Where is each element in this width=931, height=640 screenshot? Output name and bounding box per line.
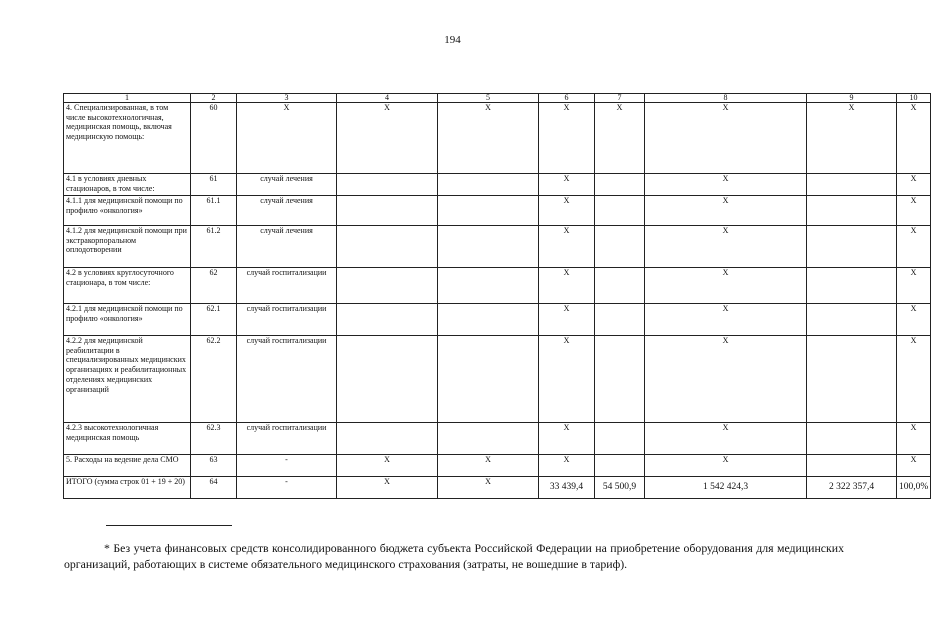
row-code: 60: [191, 103, 237, 174]
table-cell: [337, 336, 438, 423]
financing-table: [63, 93, 931, 499]
row-code: 64: [191, 477, 237, 499]
table-cell: случай лечения: [237, 226, 337, 268]
table-cell: [337, 196, 438, 226]
column-number: 7: [595, 94, 645, 103]
table-cell: [337, 423, 438, 455]
table-cell: X: [645, 103, 807, 174]
table-cell: X: [645, 423, 807, 455]
table-cell: X: [438, 455, 539, 477]
table-cell: [595, 196, 645, 226]
table-cell: [595, 304, 645, 336]
total-value: 1 542 424,3: [645, 477, 807, 499]
table-cell: X: [539, 174, 595, 196]
table-cell: [438, 336, 539, 423]
row-label: ИТОГО (сумма строк 01 + 19 + 20): [64, 477, 191, 499]
table-cell: X: [645, 174, 807, 196]
row-label: 4.2.1 для медицинской помощи по профилю «онкология»: [64, 304, 191, 336]
row-code: 63: [191, 455, 237, 477]
table-cell: [807, 336, 897, 423]
table-cell: случай госпитализации: [237, 336, 337, 423]
table-row: [64, 336, 931, 423]
table-cell: X: [539, 455, 595, 477]
table-cell: -: [237, 477, 337, 499]
row-label: 4.1.1 для медицинской помощи по профилю «онкология»: [64, 196, 191, 226]
table-cell: случай лечения: [237, 196, 337, 226]
row-code: 62.2: [191, 336, 237, 423]
table-cell: [337, 174, 438, 196]
row-label: 4. Специализированная, в том числе высокотехнологичная, медицинская помощь, включая медицинскую помощь:: [64, 103, 191, 174]
table-cell: X: [237, 103, 337, 174]
table-cell: [807, 174, 897, 196]
table-cell: [807, 423, 897, 455]
table-cell: X: [645, 196, 807, 226]
table-row: [64, 174, 931, 196]
table-row: [64, 304, 931, 336]
table-cell: случай госпитализации: [237, 304, 337, 336]
table-cell: X: [539, 423, 595, 455]
table-cell: [807, 196, 897, 226]
table-cell: X: [897, 226, 931, 268]
row-label: 5. Расходы на ведение дела СМО: [64, 455, 191, 477]
table-cell: [438, 196, 539, 226]
table-cell: [595, 174, 645, 196]
row-label: 4.2 в условиях круглосуточного стационара, в том числе:: [64, 268, 191, 304]
column-number: 8: [645, 94, 807, 103]
table-row: [64, 103, 931, 174]
table-cell: X: [645, 455, 807, 477]
table-cell: X: [897, 336, 931, 423]
table-cell: X: [539, 196, 595, 226]
table-cell: [807, 455, 897, 477]
row-code: 61.2: [191, 226, 237, 268]
table-cell: X: [897, 174, 931, 196]
table-cell: [438, 226, 539, 268]
table-cell: [595, 455, 645, 477]
table-cell: X: [897, 304, 931, 336]
table-cell: [438, 423, 539, 455]
table-cell: X: [539, 226, 595, 268]
column-number: 6: [539, 94, 595, 103]
table-row: [64, 423, 931, 455]
table-row-total: [64, 477, 931, 499]
row-code: 61: [191, 174, 237, 196]
table-cell: [337, 226, 438, 268]
row-label: 4.2.3 высокотехнологичная медицинская помощь: [64, 423, 191, 455]
table-cell: X: [807, 103, 897, 174]
table-cell: [438, 268, 539, 304]
column-number: 9: [807, 94, 897, 103]
table-cell: X: [897, 455, 931, 477]
column-number: 1: [64, 94, 191, 103]
table-cell: X: [438, 103, 539, 174]
column-number: 10: [897, 94, 931, 103]
table-cell: [337, 304, 438, 336]
row-label: 4.2.2 для медицинской реабилитации в специализированных медицинских организациях и реабилитационных отделениях медицинских организаций: [64, 336, 191, 423]
table-cell: [807, 304, 897, 336]
table-cell: X: [337, 103, 438, 174]
table-cell: [337, 268, 438, 304]
table-cell: X: [645, 226, 807, 268]
table-cell: X: [645, 268, 807, 304]
table-cell: случай госпитализации: [237, 268, 337, 304]
table-row: [64, 455, 931, 477]
page-number: 194: [444, 34, 461, 46]
table-cell: X: [337, 455, 438, 477]
column-number: 5: [438, 94, 539, 103]
row-code: 62: [191, 268, 237, 304]
table-cell: X: [897, 103, 931, 174]
table-cell: X: [539, 304, 595, 336]
row-code: 61.1: [191, 196, 237, 226]
table-row: [64, 196, 931, 226]
table-cell: X: [438, 477, 539, 499]
footnote: [64, 540, 844, 572]
table-cell: X: [539, 336, 595, 423]
total-value: 54 500,9: [595, 477, 645, 499]
row-code: 62.3: [191, 423, 237, 455]
table-cell: X: [897, 423, 931, 455]
column-number: 4: [337, 94, 438, 103]
total-value: 100,0%: [897, 477, 931, 499]
table-cell: X: [897, 268, 931, 304]
row-label: 4.1 в условиях дневных стационаров, в том числе:: [64, 174, 191, 196]
table-cell: [807, 226, 897, 268]
table-cell: [595, 336, 645, 423]
footnote-text: * Без учета финансовых средств консолидированного бюджета субъекта Российской Федерации на приобретение оборудования для медицинских организаций, работающих в системе обязательного медицинского страхования (затраты, не вошедшие в тариф).: [64, 541, 844, 571]
table-cell: [595, 268, 645, 304]
row-code: 62.1: [191, 304, 237, 336]
table-cell: X: [595, 103, 645, 174]
footnote-divider: [106, 525, 232, 526]
table-cell: X: [897, 196, 931, 226]
table-header-row: [64, 94, 931, 103]
table-cell: X: [539, 103, 595, 174]
table-cell: [595, 226, 645, 268]
table-cell: случай лечения: [237, 174, 337, 196]
table-cell: X: [337, 477, 438, 499]
table-cell: X: [539, 268, 595, 304]
table-row: [64, 226, 931, 268]
table-cell: [438, 304, 539, 336]
table-cell: случай госпитализации: [237, 423, 337, 455]
table-cell: [807, 268, 897, 304]
table-row: [64, 268, 931, 304]
total-value: 2 322 357,4: [807, 477, 897, 499]
row-label: 4.1.2 для медицинской помощи при экстракорпоральном оплодотворении: [64, 226, 191, 268]
table-cell: -: [237, 455, 337, 477]
total-value: 33 439,4: [539, 477, 595, 499]
column-number: 2: [191, 94, 237, 103]
table-cell: X: [645, 336, 807, 423]
table-cell: [595, 423, 645, 455]
table-cell: X: [645, 304, 807, 336]
table-cell: [438, 174, 539, 196]
column-number: 3: [237, 94, 337, 103]
